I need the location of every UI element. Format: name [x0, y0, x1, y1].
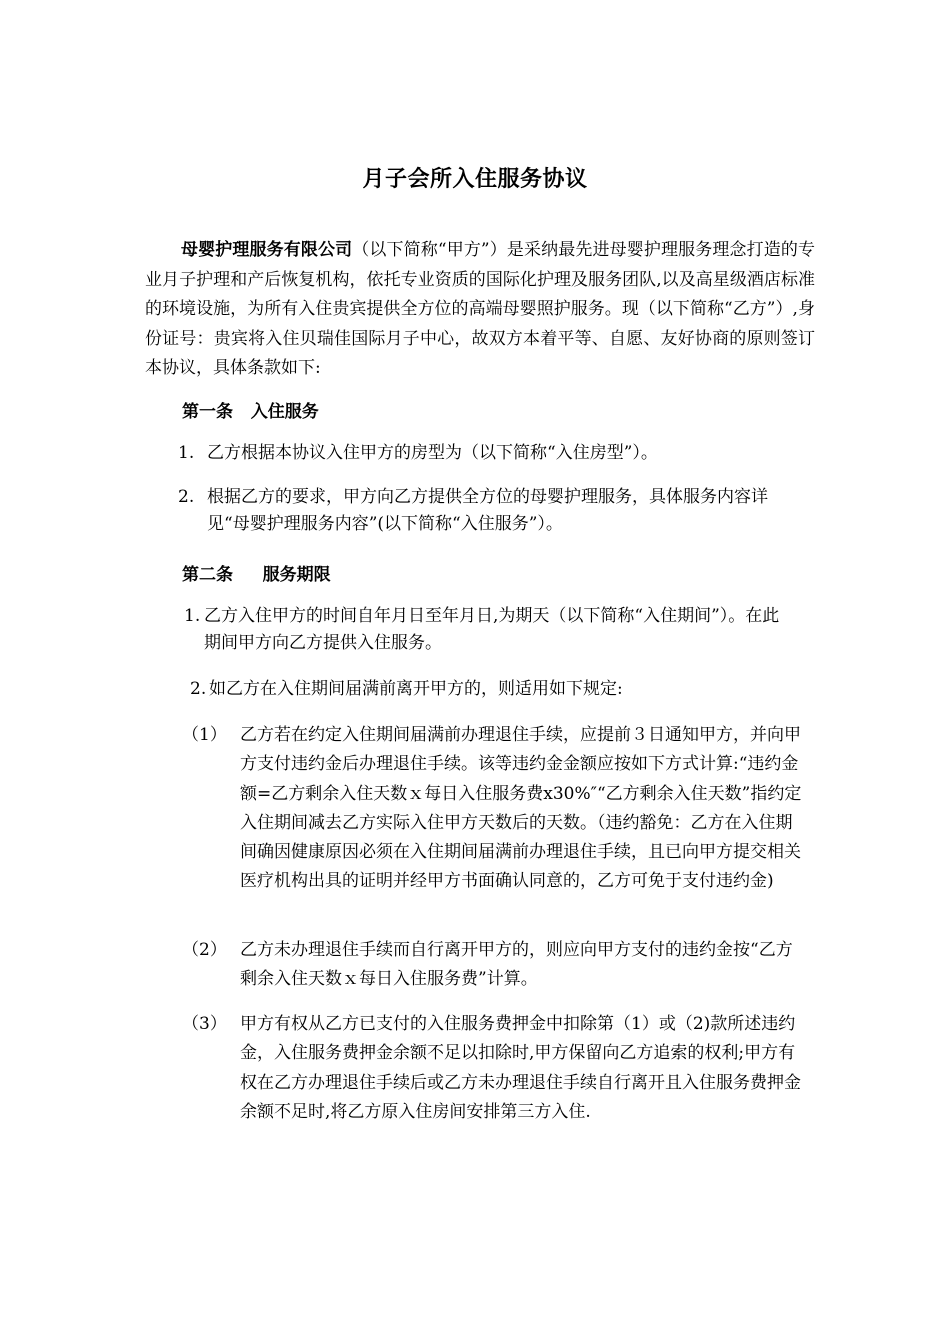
document-title: 月子会所入住服务协议	[362, 167, 588, 192]
article-2-item-2	[190, 676, 790, 703]
clause-number: （2）	[182, 940, 227, 960]
item-number: 1.	[184, 606, 201, 626]
clause-number: （1）	[182, 725, 227, 745]
article-1-item-2	[178, 484, 806, 538]
clause-number: （3）	[182, 1014, 227, 1034]
clause-text: 乙方未办理退住手续而自行离开甲方的，则应向甲方支付的违约金按“乙方剩余入住天数ｘ每日入住服务费”计算。	[240, 940, 793, 990]
clause-text: 乙方若在约定入住期间届满前办理退住手续，应提前３日通知甲方，并向甲方支付违约金后办理退住手续。该等违约金金额应按如下方式计算:“违约金额=乙方剩余入住天数ｘ每日入住服务费x30%″“乙方剩余入住天数”指约定入住期间减去乙方实际入住甲方天数后的天数。（违约豁免：乙方在入住期间确因健康原因必须在入住期间届满前办理退住手续，且已向甲方提交相关医疗机构出具的证明并经甲方书面确认同意的，乙方可免于支付违约金)	[240, 725, 802, 892]
intro-paragraph	[145, 236, 815, 384]
article-2-heading: 第二条 服务期限	[182, 565, 331, 585]
item-text: 乙方入住甲方的时间自年月日至年月日,为期天（以下简称“入住期间”）。在此期间甲方向乙方提供入住服务。	[204, 606, 780, 653]
article-1-item-1	[178, 440, 798, 467]
company-name: 母婴护理服务有限公司	[181, 240, 353, 260]
item-number: 1.	[178, 443, 195, 463]
item-number: 2.	[178, 487, 195, 507]
item-text: 如乙方在入住期间届满前离开甲方的，则适用如下规定:	[209, 679, 623, 699]
item-text: 乙方根据本协议入住甲方的房型为（以下简称“入住房型”）。	[207, 443, 658, 463]
clause-2	[182, 936, 804, 995]
clause-1	[182, 721, 804, 897]
article-1-heading: 第一条 入住服务	[182, 402, 319, 422]
clause-3	[182, 1010, 804, 1127]
item-text: 根据乙方的要求，甲方向乙方提供全方位的母婴护理服务，具体服务内容详见“母婴护理服务内容”(以下简称“入住服务”）。	[207, 487, 768, 534]
item-number: 2.	[190, 679, 207, 699]
article-2-item-1	[184, 603, 784, 657]
clause-text: 甲方有权从乙方已支付的入住服务费押金中扣除第（1）或（2)款所述违约金，入住服务费押金余额不足以扣除时,甲方保留向乙方追索的权利;甲方有权在乙方办理退住手续后或乙方未办理退住手续自行离开且入住服务费押金余额不足时,将乙方原入住房间安排第三方入住.	[240, 1014, 801, 1122]
intro-text: （以下简称“甲方”）是采纳最先进母婴护理服务理念打造的专业月子护理和产后恢复机构，依托专业资质的国际化护理及服务团队,以及高星级酒店标准的环境设施，为所有入住贵宾提供全方位的高端母婴照护服务。现（以下简称“乙方”）,身份证号：贵宾将入住贝瑞佳国际月子中心，故双方本着平等、自愿、友好协商的原则签订本协议，具体条款如下:	[145, 240, 815, 378]
